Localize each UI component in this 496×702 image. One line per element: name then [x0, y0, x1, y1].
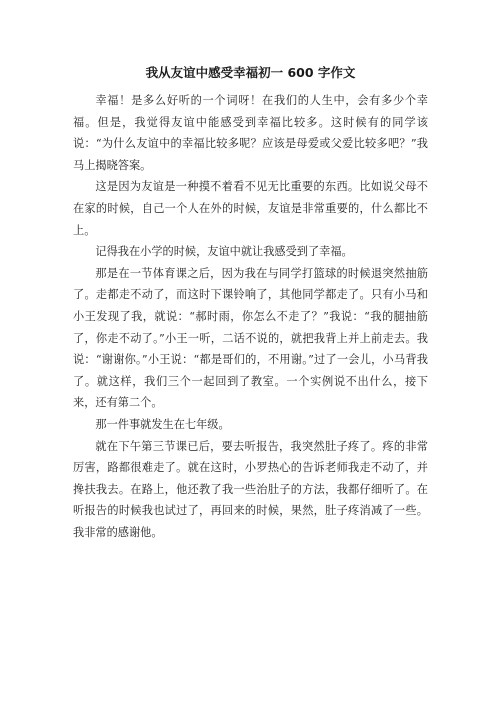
- paragraph: 幸福！是多么好听的一个词呀！在我们的人生中，会有多少个幸福。但是，我觉得友谊中能感受到幸福比较多。这时候有的同学该说：“为什么友谊中的幸福比较多呢？应该是母爱或父爱比较多吧？”我马上揭晓答案。: [73, 94, 428, 172]
- paragraph: 记得我在小学的时候，友谊中就让我感受到了幸福。: [95, 245, 353, 259]
- document-body: [73, 90, 428, 543]
- paragraph: 那一件事就发生在七年级。: [95, 417, 230, 431]
- paragraph: 就在下午第三节课已后，要去听报告，我突然肚子疼了。疼的非常厉害，路都很难走了。就在这时，小罗热心的告诉老师我走不动了，并搀扶我去。在路上，他还教了我一些治肚子的方法，我都仔细听了。在听报告的时候我也试过了，再回来的时候，果然，肚子疼消减了一些。我非常的感谢他。: [73, 439, 428, 539]
- paragraph: 这是因为友谊是一种摸不着看不见无比重要的东西。比如说父母不在家的时候，自己一个人在外的时候，友谊是非常重要的，什么都比不上。: [73, 180, 428, 237]
- document-title: 我从友谊中感受幸福初一 600 字作文: [145, 65, 356, 80]
- paragraph: 那是在一节体育课之后，因为我在与同学打篮球的时候退突然抽筋了。走都走不动了，而这时下课铃响了，其他同学都走了。只有小马和小王发现了我，就说：“郝时雨，你怎么不走了？”我说：“我的腿抽筋了，你走不动了。”小王一听，二话不说的，就把我背上并上前走去。我说：“谢谢你。”小王说：“都是哥们的，不用谢。”过了一会儿，小马背我了。就这样，我们三个一起回到了教室。一个实例说不出什么，接下来，还有第二个。: [73, 266, 428, 410]
